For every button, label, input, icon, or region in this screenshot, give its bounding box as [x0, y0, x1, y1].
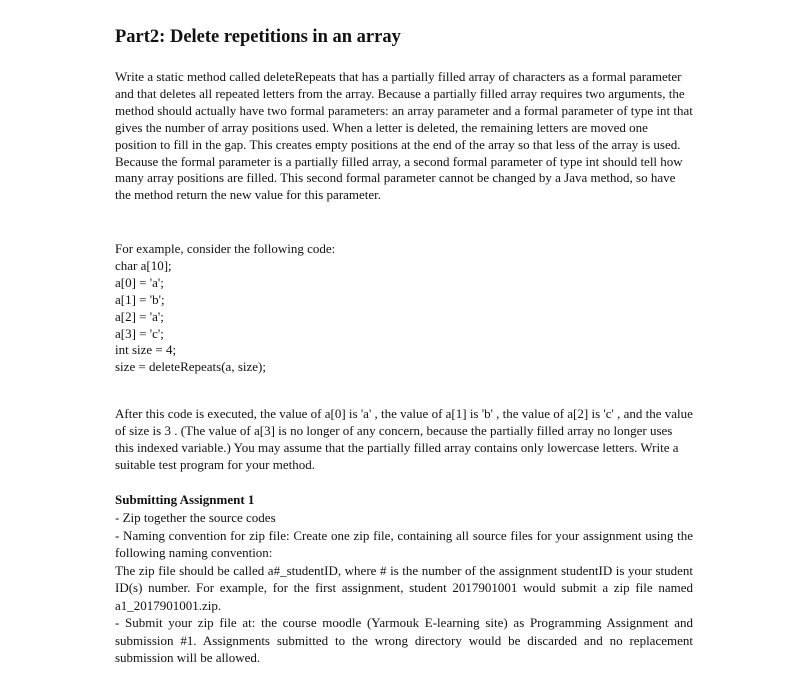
code-line: int size = 4;: [115, 342, 177, 358]
naming-details: The zip file should be called a#_studentID, where # is the number of the assignment studentID is your student ID(s) number. For example, for the first assignment, student 2017901001 would submit a zip file named a1_2017901001.zip.: [115, 562, 693, 613]
submit-instruction: - Submit your zip file at: the course moodle (Yarmouk E-learning site) as Programming Assignment and submission #1. Assignments submitted to the wrong directory would be discarded and no replacement submission will be allowed.: [115, 615, 693, 665]
zip-instruction: - Zip together the source codes: [115, 510, 276, 525]
page-title: Part2: Delete repetitions in an array: [115, 27, 401, 47]
example-block: [115, 241, 335, 376]
code-line: a[2] = 'a';: [115, 308, 164, 324]
example-lead: For example, consider the following code:: [115, 241, 336, 256]
intro-paragraph: Write a static method called deleteRepeats that has a partially filled array of characters as a formal parameter and that deletes all repeated letters from the array. Because a partially filled array requires two arguments, the method should actually have two formal parameters: an array parameter and a formal parameter of type int that gives the number of array positions used. When a letter is deleted, the remaining letters are moved one position to fill in the gap. This creates empty positions at the end of the array so that less of the array is used. Because the formal parameter is a partially filled array, a second formal parameter of type int should tell how many array positions are filled. This second formal parameter cannot be changed by a Java method, so have the method return the new value for this parameter.: [115, 69, 693, 203]
submitting-section: [115, 509, 693, 667]
code-line: a[1] = 'b';: [115, 291, 165, 307]
code-line: size = deleteRepeats(a, size);: [115, 359, 266, 375]
submitting-heading: Submitting Assignment 1: [115, 492, 255, 507]
code-line: char a[10];: [115, 257, 172, 273]
code-line: a[3] = 'c';: [115, 325, 164, 341]
after-paragraph: After this code is executed, the value of a[0] is 'a' , the value of a[1] is 'b' , the value of a[2] is 'c' , and the value of size is 3 . (The value of a[3] is no longer of any concern, because the partially filled array no longer uses this indexed variable.) You may assume that the partially filled array contains only lowercase letters. Write a suitable test program for your method.: [115, 406, 693, 472]
naming-instruction: - Naming convention for zip file: Create one zip file, containing all source files for your assignment using the following naming convention:: [115, 527, 693, 560]
code-line: a[0] = 'a';: [115, 274, 164, 290]
